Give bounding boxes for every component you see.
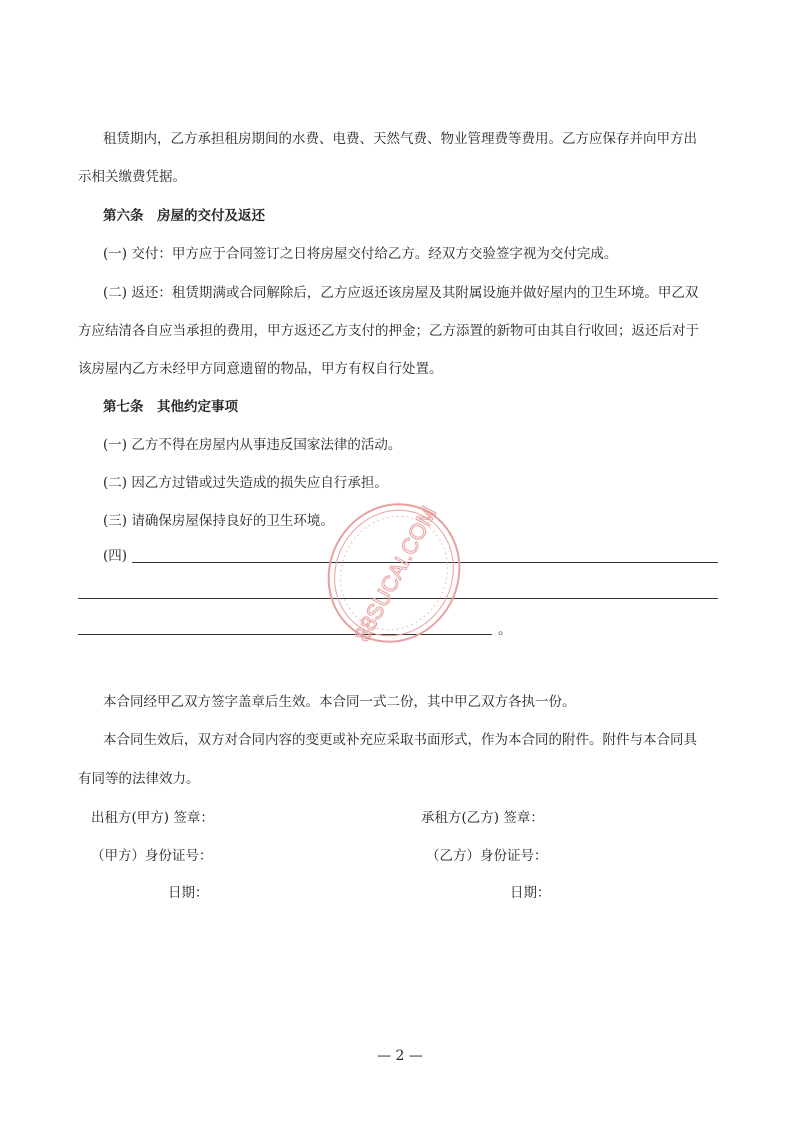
- article-7-item-1: (一) 乙方不得在房屋内从事违反国家法律的活动。: [103, 437, 402, 453]
- watermark-stamp: [318, 500, 470, 646]
- lessor-date-label: 日期：: [168, 885, 209, 901]
- fees-line-2: 示相关缴费凭据。: [78, 169, 186, 185]
- lessor-signature-label: 出租方(甲方) 签章：: [91, 810, 214, 826]
- lessee-id-label: （乙方）身份证号：: [426, 848, 548, 864]
- article-7-item-4-label: (四): [103, 548, 128, 564]
- effect-paragraph-1: 本合同经甲乙双方签字盖章后生效。本合同一式二份，其中甲乙双方各执一份。: [103, 694, 576, 710]
- article-6-title: 第六条 房屋的交付及返还: [103, 208, 265, 224]
- article-7-item-2: (二) 因乙方过错或过失造成的损失应自行承担。: [103, 475, 388, 491]
- article-6-item-2-line-3: 该房屋内乙方未经甲方同意遗留的物品，甲方有权自行处置。: [78, 361, 443, 377]
- article-6-item-1: (一) 交付：甲方应于合同签订之日将房屋交付给乙方。经双方交验签字视为交付完成。: [103, 246, 618, 262]
- effect-paragraph-2-line-2: 有同等的法律效力。: [78, 771, 200, 787]
- watermark-text: 88SUCAI.COM: [349, 501, 442, 646]
- fees-line-1: 租赁期内，乙方承担租房期间的水费、电费、天然气费、物业管理费等费用。乙方应保存并向甲方出: [103, 131, 697, 147]
- article-6-item-2-line-1: (二) 返还：租赁期满或合同解除后，乙方应返还该房屋及其附属设施并做好屋内的卫生环境。甲乙双: [103, 285, 699, 301]
- article-6-item-2-line-2: 方应结清各自应当承担的费用，甲方返还乙方支付的押金；乙方添置的新物可由其自行收回；返还后对于: [78, 323, 699, 339]
- lessor-id-label: （甲方）身份证号：: [91, 848, 213, 864]
- article-7-item-3: (三) 请确保房屋保持良好的卫生环境。: [103, 513, 334, 529]
- article-7-title: 第七条 其他约定事项: [103, 399, 238, 415]
- blank-end-period: 。: [498, 622, 512, 638]
- page-number: — 2 —: [377, 1048, 423, 1064]
- lessee-date-label: 日期：: [510, 885, 551, 901]
- lessee-signature-label: 承租方(乙方) 签章：: [421, 810, 544, 826]
- effect-paragraph-2-line-1: 本合同生效后，双方对合同内容的变更或补充应采取书面形式，作为本合同的附件。附件与本合同具: [103, 732, 697, 748]
